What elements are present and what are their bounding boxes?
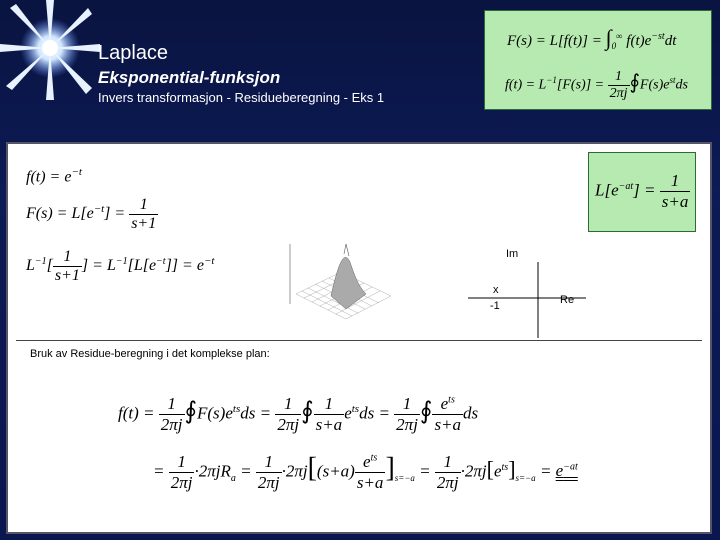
content-panel xyxy=(6,142,712,534)
breadcrumb: Invers transformasjon - Residueberegning - Eks 1 xyxy=(98,90,385,105)
example-F-of-s: $F(s) = L[e^{-t}]$ = $\frac{1}{s+1}$ xyxy=(26,196,157,232)
residue-line-2: = $\frac{1}{2\pi j}$ ·2πjR$_a$ = $\frac{1}{2\pi j}$ ·2πj[(s+a) $\frac{e^{ts}}{s+a}$ ]$_{s=-a}$ = $\frac{1}{2\pi j}$ $\cdot 2\pi j[e^{ts}]_{s=-a} = e^{-at}$ xyxy=(153,452,578,492)
residue-caption: Bruk av Residue-beregning i det komplekse plan: xyxy=(30,348,270,360)
laplace-definition-box xyxy=(484,10,712,110)
pole-label: -1 xyxy=(490,300,500,312)
pole-marker: x xyxy=(493,284,499,296)
section-divider xyxy=(16,340,702,341)
imaginary-axis-label: Im xyxy=(506,248,519,260)
example-inverse: $L^{-1}$[ $\frac{1}{s+1}$ ] = $L^{-1}[L[e^{-t}]] = e^{-t}$ xyxy=(26,248,215,284)
real-axis-label: Re xyxy=(560,294,575,306)
laplace-rule: $L[e^{-at}]$ = $\frac{1}{s+a}$ xyxy=(595,171,689,211)
slide-title: Laplace xyxy=(98,42,169,64)
laplace-forward-formula: $F(s) = L[f(t)] = \int_0^\infty$ $f(t)e^{-st}dt$ xyxy=(507,25,677,51)
surface-plot-image xyxy=(286,224,396,332)
residue-line-1: f(t) = $\frac{1}{2\pi j}$ $∮F(s)e^{ts}ds$ = $\frac{1}{2\pi j}$ ∮ $\frac{1}{s+a}$ $e^{ts}ds$ = $\frac{1}{2\pi j}$ ∮ $\frac{e^{ts}}{s+a}$ ds xyxy=(118,394,479,434)
example-f-of-t: $f(t) = e^{-t}$ xyxy=(26,166,82,186)
slide-subtitle: Eksponential-funksjon xyxy=(98,68,281,87)
laplace-rule-box xyxy=(588,152,696,232)
laplace-inverse-formula: $f(t) = L^{-1}[F(s)]$ = $\frac{1}{2\pi j}$ $∮F(s)e^{st}ds$ xyxy=(505,69,688,101)
